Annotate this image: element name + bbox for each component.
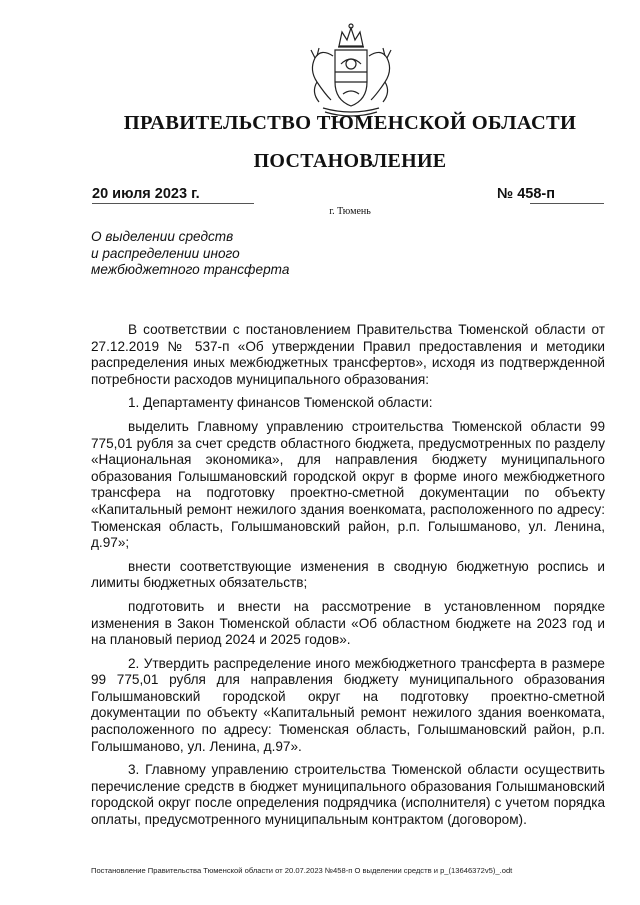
date-underline	[92, 203, 254, 204]
body-paragraph: подготовить и внести на рассмотрение в установленном порядке изменения в Закон Тюменской области «Об областном бюджете на 2023 год и на плановый период 2024 и 2025 годов».	[91, 598, 605, 648]
subject-line: межбюджетного трансферта	[91, 262, 290, 277]
body-paragraph: выделить Главному управлению строительства Тюменской области 99 775,01 рубля за счет средств областного бюджета, предусмотренных по разделу «Национальная экономика», для направления бюджету муниципального образования Голышмановский городской округ в форме иного межбюджетного трансфера на подготовку проектно-сметной документации по объекту «Капитальный ремонт нежилого здания военкомата, расположенного по адресу: Тюменская область, Голышмановский район, р.п. Голышманово, ул. Ленина, д.97»;	[91, 418, 605, 551]
subject-line: О выделении средств	[91, 229, 234, 244]
body-paragraph: 3. Главному управлению строительства Тюменской области осуществить перечисление средств в бюджет муниципального образования Голышмановский городской округ после определения подрядчика (исполнителя) с учетом порядка оплаты, предусмотренного муниципальным контрактом (договором).	[91, 762, 605, 828]
document-type: ПОСТАНОВЛЕНИЕ	[253, 150, 447, 172]
issuing-city: г. Тюмень	[329, 206, 371, 217]
number-underline	[530, 203, 604, 204]
body-paragraph: В соответствии с постановлением Правительства Тюменской области от 27.12.2019 № 537-п «Об утверждении Правил предоставления и методики распределения иных межбюджетных трансфертов», исходя из подтвержденной потребности расходов муниципального образования:	[91, 322, 605, 387]
body-paragraph: 1. Департаменту финансов Тюменской области:	[128, 395, 433, 411]
document-body	[91, 322, 605, 829]
document-number: № 458-п	[497, 186, 555, 202]
subject-line: и распределении иного	[91, 245, 240, 261]
document-subject	[91, 229, 289, 279]
body-paragraph: 2. Утвердить распределение иного межбюджетного трансферта в размере 99 775,01 рубля для направления бюджету муниципального образования Голышмановский городской округ на подготовку проектно-сметной документации по объекту «Капитальный ремонт нежилого здания военкомата, расположенного по адресу: Тюменская область, Голышмановский район, р.п. Голышманово, ул. Ленина, д.97».	[91, 655, 605, 754]
coat-of-arms-icon	[295, 20, 407, 122]
document-date: 20 июля 2023 г.	[92, 186, 200, 202]
body-paragraph: внести соответствующие изменения в сводную бюджетную роспись и лимиты бюджетных обязательств;	[91, 558, 605, 591]
organization-title: ПРАВИТЕЛЬСТВО ТЮМЕНСКОЙ ОБЛАСТИ	[123, 112, 577, 134]
page-footer: Постановление Правительства Тюменской области от 20.07.2023 №458-п О выделении средств и р_(13646372v5)_.odt	[91, 866, 513, 875]
